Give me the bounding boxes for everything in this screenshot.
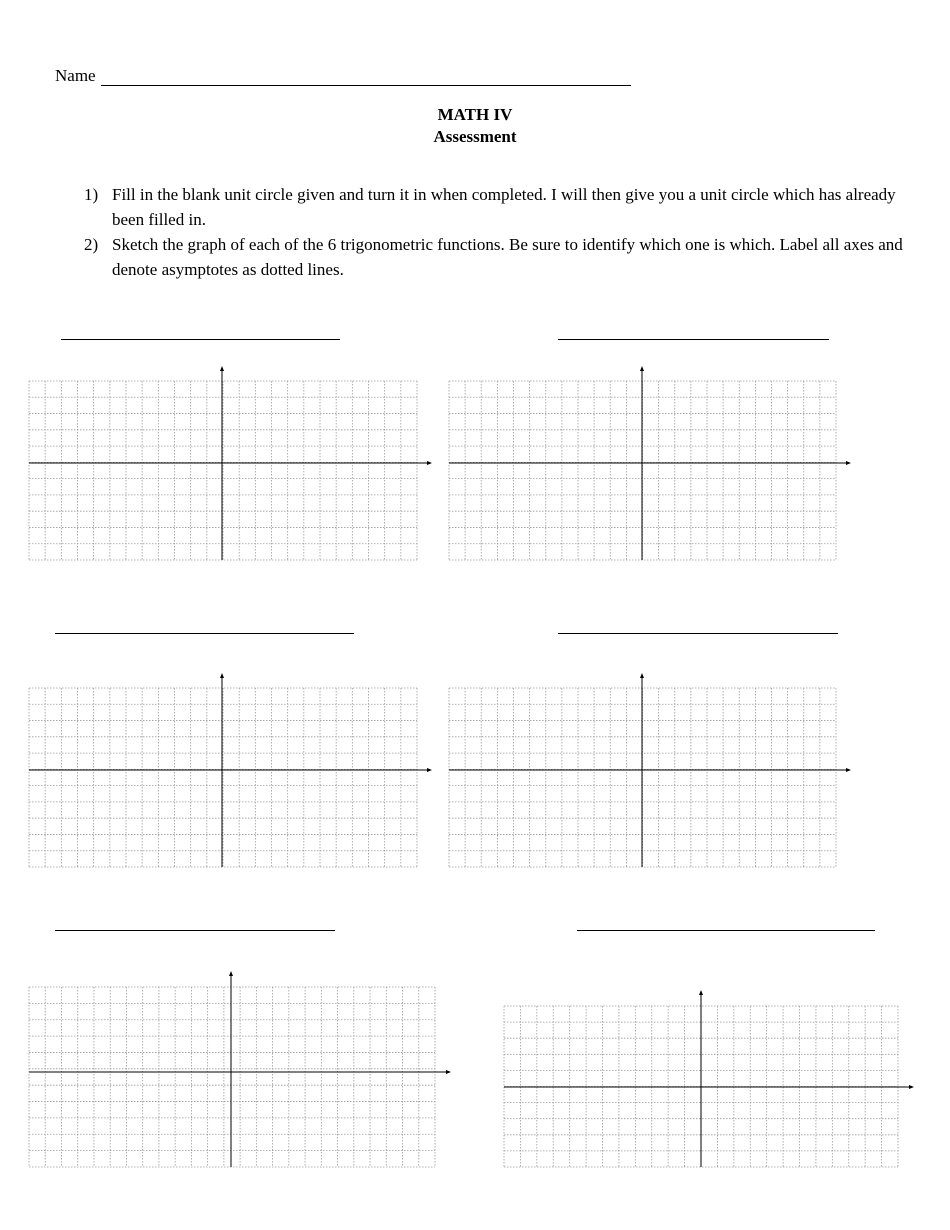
x-axis-arrow-icon — [909, 1085, 914, 1089]
course-title: MATH IV — [437, 105, 513, 124]
graph-grid-3[interactable] — [29, 673, 432, 867]
graph-grid-5[interactable] — [29, 971, 451, 1167]
x-axis-arrow-icon — [846, 768, 851, 772]
graph-grid-1[interactable] — [29, 366, 432, 560]
y-axis-arrow-icon — [640, 673, 644, 678]
y-axis-arrow-icon — [699, 990, 703, 995]
instruction-number: 1) — [84, 185, 99, 204]
x-axis-arrow-icon — [846, 461, 851, 465]
x-axis-arrow-icon — [427, 461, 432, 465]
y-axis-arrow-icon — [220, 366, 224, 371]
x-axis-arrow-icon — [427, 768, 432, 772]
y-axis-arrow-icon — [220, 673, 224, 678]
name-label: Name — [55, 66, 96, 85]
y-axis-arrow-icon — [229, 971, 233, 976]
instruction-text: Sketch the graph of each of the 6 trigonometric functions. Be sure to identify which one is which. Label all axes and denote asymptotes as dotted lines. — [112, 235, 903, 279]
graph-grid-2[interactable] — [449, 366, 851, 560]
instruction-number: 2) — [84, 235, 99, 254]
instruction-text: Fill in the blank unit circle given and turn it in when completed. I will then give you a unit circle which has already been filled in. — [112, 185, 896, 229]
graph-grid-4[interactable] — [449, 673, 851, 867]
y-axis-arrow-icon — [640, 366, 644, 371]
assessment-subtitle: Assessment — [433, 127, 517, 146]
x-axis-arrow-icon — [446, 1070, 451, 1074]
graph-grid-6[interactable] — [504, 990, 914, 1167]
